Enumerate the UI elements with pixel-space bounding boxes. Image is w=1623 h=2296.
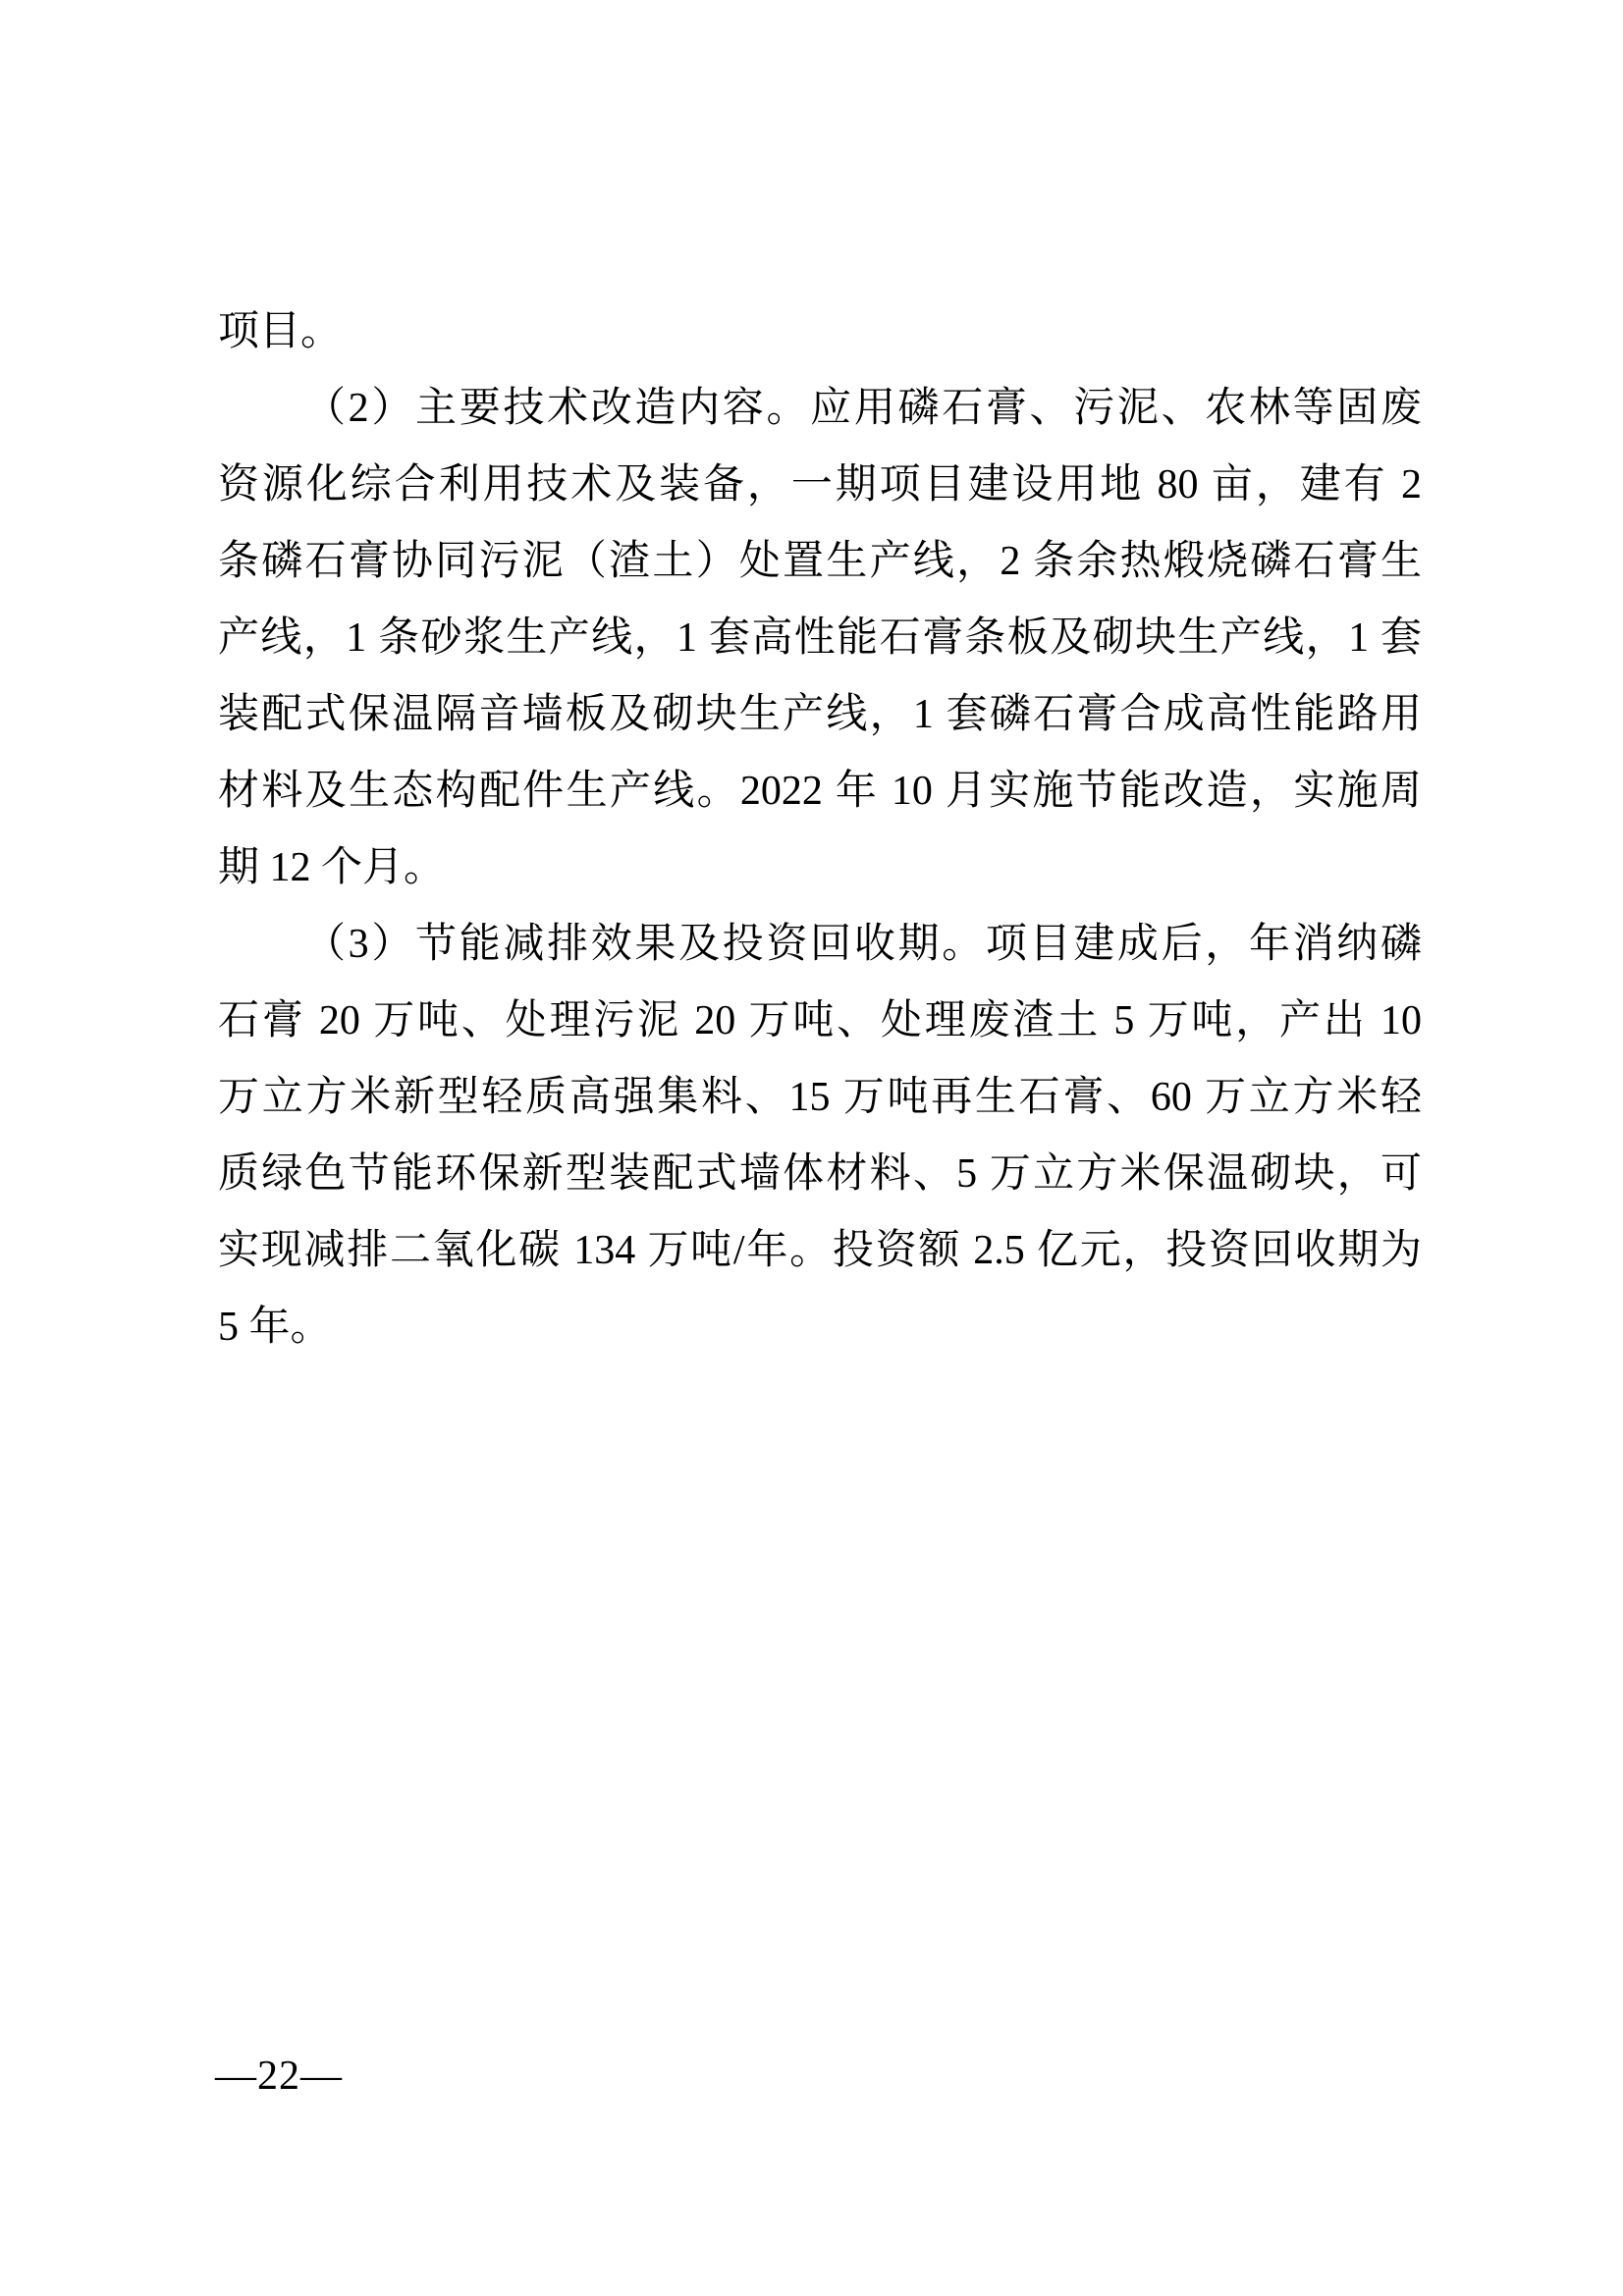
text-line: 装配式保温隔音墙板及砌块生产线，1 套磷石膏合成高性能路用 — [218, 692, 1422, 737]
text-line: 产线，1 条砂浆生产线，1 套高性能石膏条板及砌块生产线，1 套 — [218, 615, 1422, 661]
text-line: 石膏 20 万吨、处理污泥 20 万吨、处理废渣土 5 万吨，产出 10 — [218, 998, 1422, 1043]
text-line: （3）节能减排效果及投资回收期。项目建成后，年消纳磷 — [304, 922, 1422, 967]
text-line: 项目。 — [218, 309, 343, 354]
paragraph-1 — [218, 294, 1422, 370]
text-line: 5 年。 — [218, 1305, 332, 1350]
text-line: 万立方米新型轻质高强集料、15 万吨再生石膏、60 万立方米轻 — [218, 1075, 1422, 1120]
paragraph-2 — [218, 370, 1422, 906]
text-line: 材料及生态构配件生产线。2022 年 10 月实施节能改造，实施周 — [218, 769, 1422, 814]
text-line: 期 12 个月。 — [218, 845, 446, 890]
text-line: （2）主要技术改造内容。应用磷石膏、污泥、农林等固废 — [304, 386, 1422, 431]
paragraph-3 — [218, 906, 1422, 1365]
text-line: 资源化综合利用技术及装备，一期项目建设用地 80 亩，建有 2 — [218, 462, 1422, 507]
text-line: 条磷石膏协同污泥（渣土）处置生产线，2 条余热煅烧磷石膏生 — [218, 539, 1422, 584]
text-line: 实现减排二氧化碳 134 万吨/年。投资额 2.5 亿元，投资回收期为 — [218, 1228, 1422, 1273]
text-line: 质绿色节能环保新型装配式墙体材料、5 万立方米保温砌块，可 — [218, 1151, 1422, 1197]
page-number: —22— — [215, 2054, 343, 2099]
document-body — [218, 294, 1422, 1365]
